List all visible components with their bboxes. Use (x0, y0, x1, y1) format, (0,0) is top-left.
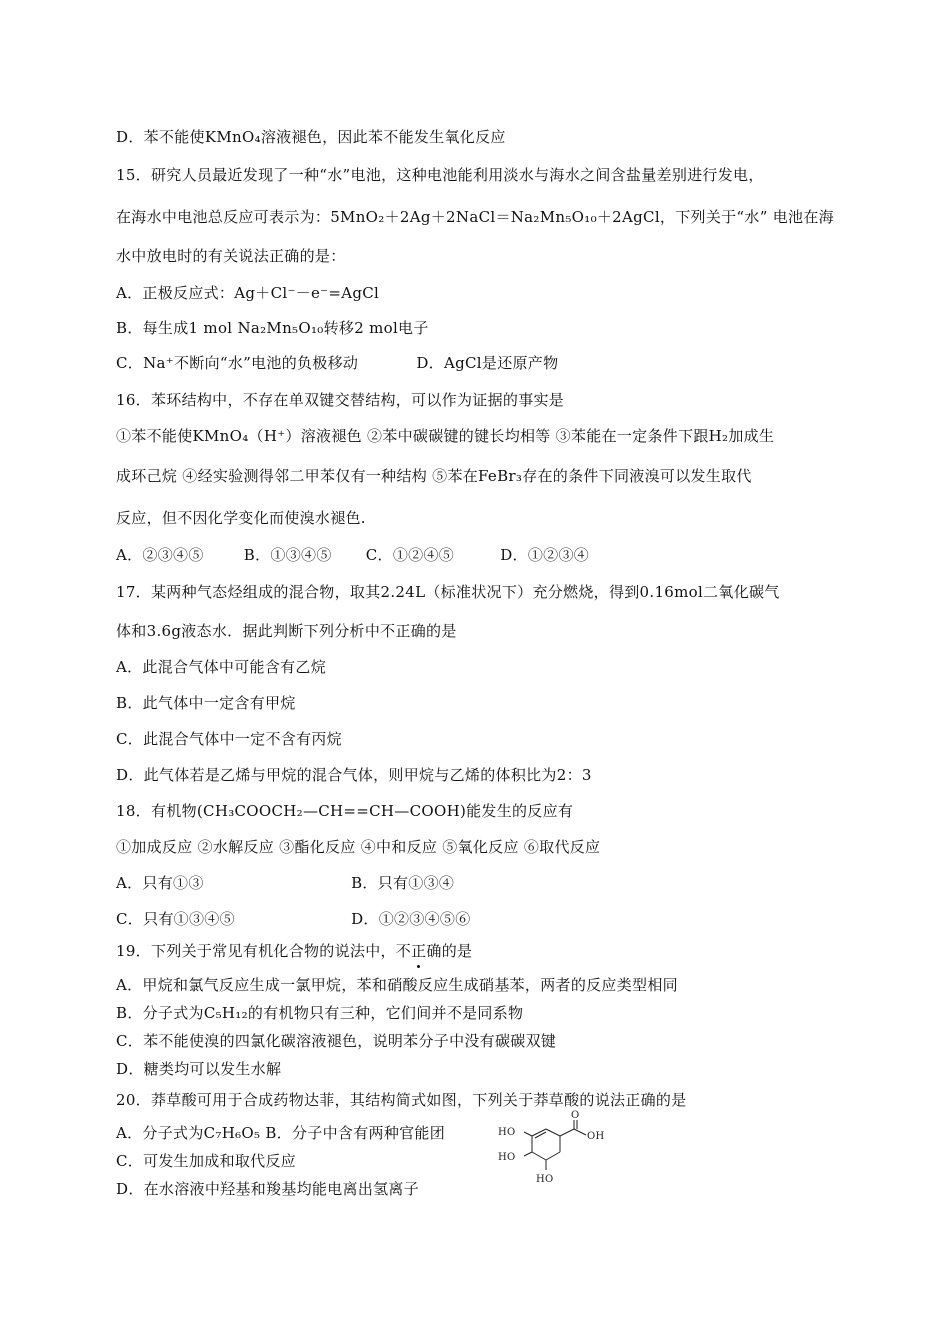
q16-option-b: B．①③④⑤ (243, 546, 332, 564)
q15-stem-line2: 在海水中电池总反应可表示为：5MnO₂＋2Ag＋2NaCl＝Na₂Mn₅O₁₀＋2AgCl，下列关于“水” 电池在海 (116, 208, 834, 226)
q20-option-c: C．可发生加成和取代反应 (116, 1152, 297, 1170)
q16-facts-line3: 反应，但不因化学变化而使溴水褪色. (116, 509, 366, 527)
q15-option-a: A．正极反应式：Ag＋Cl⁻－e⁻=AgCl (116, 284, 380, 302)
q18-stem: 18．有机物(CH₃COOCH₂—CH==CH—COOH)能发生的反应有 (116, 802, 574, 820)
q18-options-ab (116, 873, 454, 893)
q17-stem-line1: 17．某两种气态烃组成的混合物，取其2.24L（标准状况下）充分燃烧，得到0.16mol二氧化碳气 (116, 583, 780, 601)
ring-bond-1 (532, 1129, 546, 1136)
q16-option-c: C．①②④⑤ (365, 546, 455, 564)
label-ho-3: HO (536, 1174, 554, 1185)
q18-option-a: A．只有①③ (116, 874, 204, 892)
q15-stem-line1: 15．研究人员最近发现了一种“水”电池，这种电池能利用淡水与海水之间含盐量差别进行发电， (116, 166, 764, 184)
q19-option-c: C．苯不能使溴的四氯化碳溶液褪色，说明苯分子中没有碳碳双键 (116, 1032, 557, 1050)
label-oh: OH (587, 1131, 605, 1142)
ring-bond-2 (546, 1129, 560, 1136)
q15-option-d: D．AgCl是还原产物 (416, 354, 559, 372)
q18-option-c: C．只有①③④⑤ (116, 910, 235, 928)
q16-facts-line1: ①苯不能使KMnO₄（H⁺）溶液褪色 ②苯中碳碳键的键长均相等 ③苯能在一定条件下跟H₂加成生 (116, 427, 775, 445)
q18-reactions: ①加成反应 ②水解反应 ③酯化反应 ④中和反应 ⑤氧化反应 ⑥取代反应 (116, 838, 601, 856)
q17-option-d: D．此气体若是乙烯与甲烷的混合气体，则甲烷与乙烯的体积比为2：3 (116, 766, 592, 784)
q19-stem (116, 941, 472, 961)
label-ho-1: HO (498, 1127, 516, 1138)
q19-option-a: A．甲烷和氯气反应生成一氯甲烷，苯和硝酸反应生成硝基苯，两者的反应类型相同 (116, 976, 678, 994)
q20-option-ab: A．分子式为C₇H₆O₅ B．分子中含有两种官能团 (116, 1124, 446, 1142)
q18-option-d: D．①②③④⑤⑥ (351, 910, 471, 928)
ho-bond-2 (524, 1152, 532, 1156)
ring-bond-5 (532, 1152, 546, 1160)
q16-facts-line2: 成环己烷 ④经实验测得邻二甲苯仅有一种结构 ⑤苯在FeBr₃存在的条件下同液溴可以发生取代 (116, 467, 752, 485)
q19-option-b: B．分子式为C₅H₁₂的有机物只有三种，它们间并不是同系物 (116, 1004, 524, 1022)
q15-option-b: B．每生成1 mol Na₂Mn₅O₁₀转移2 mol电子 (116, 319, 429, 337)
q17-option-c: C．此混合气体中一定不含有丙烷 (116, 730, 342, 748)
q16-option-a: A．②③④⑤ (116, 546, 204, 564)
carboxyl-bond (560, 1129, 574, 1136)
shikimic-acid-structure (490, 1110, 610, 1202)
ring-double-bond (535, 1132, 546, 1138)
q20-option-d: D．在水溶液中羟基和羧基均能电离出氢离子 (116, 1180, 420, 1198)
structure-diagram (490, 1110, 610, 1202)
ring-bond-4 (546, 1152, 560, 1160)
q16-options (116, 545, 589, 565)
q19-stem-emphasis: 不正确 (395, 942, 442, 960)
q14-option-d: D．苯不能使KMnO₄溶液褪色，因此苯不能发生氧化反应 (116, 128, 506, 146)
q20-stem: 20．莽草酸可用于合成药物达菲，其结构简式如图，下列关于莽草酸的说法正确的是 (116, 1091, 687, 1109)
q18-options-cd (116, 909, 471, 929)
q18-option-b: B．只有①③④ (351, 874, 455, 892)
q17-stem-line2: 体和3.6g液态水．据此判断下列分析中不正确的是 (116, 622, 457, 640)
hydroxyl-bond (574, 1129, 586, 1135)
q15-options-cd (116, 353, 558, 373)
q15-stem-line3: 水中放电时的有关说法正确的是： (116, 247, 346, 265)
q15-option-c: C．Na⁺不断向“水”电池的负极移动 (116, 354, 359, 372)
q19-stem-prefix: 19．下列关于常见有机化合物的说法中， (116, 942, 396, 960)
q17-option-b: B．此气体中一定含有甲烷 (116, 694, 296, 712)
q16-option-d: D．①②③④ (500, 546, 590, 564)
q16-stem: 16．苯环结构中，不存在单双键交替结构，可以作为证据的事实是 (116, 391, 565, 409)
ho-bond-1 (524, 1132, 532, 1136)
q19-option-d: D．糖类均可以发生水解 (116, 1060, 282, 1078)
q17-option-a: A．此混合气体中可能含有乙烷 (116, 658, 327, 676)
label-o: O (571, 1110, 580, 1121)
label-ho-2: HO (498, 1152, 516, 1163)
q19-stem-suffix: 的是 (441, 942, 473, 960)
